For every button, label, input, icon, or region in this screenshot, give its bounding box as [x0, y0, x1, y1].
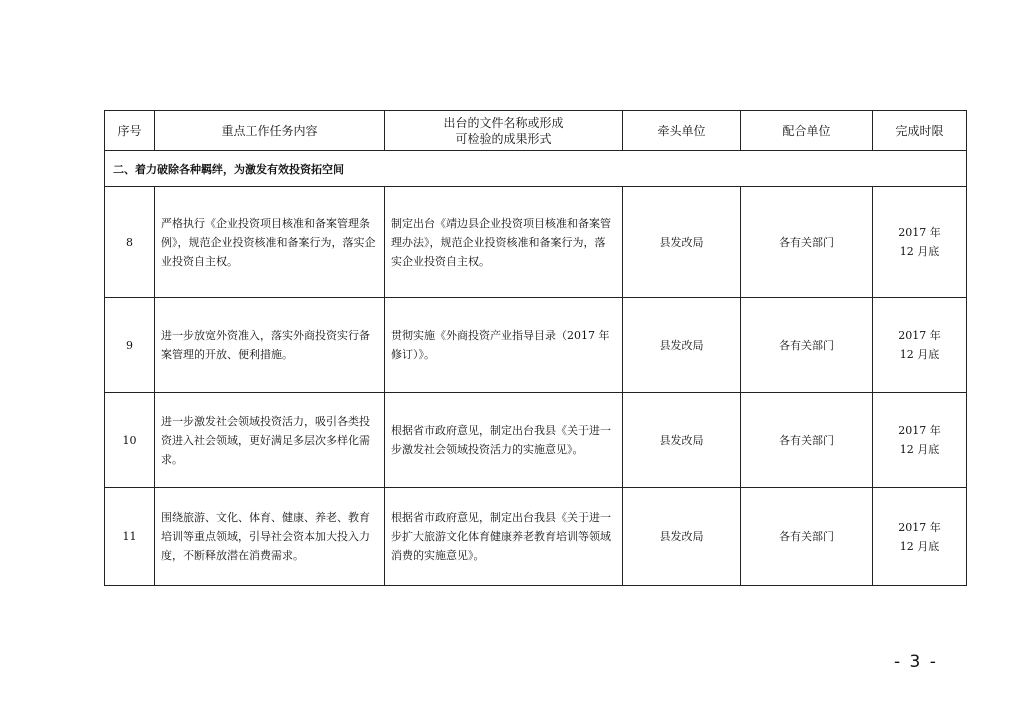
page-number: - 3 -	[894, 652, 938, 672]
cell-cooperating-unit: 各有关部门	[741, 298, 873, 393]
cell-task-content: 围绕旅游、文化、体育、健康、养老、教育培训等重点领域，引导社会资本加大投入力度，不断释放潜在消费需求。	[155, 488, 385, 586]
header-lead-unit: 牵头单位	[623, 111, 741, 151]
cell-deadline	[873, 298, 967, 393]
section-row	[105, 151, 967, 187]
table-row	[105, 488, 967, 586]
cell-document-output: 制定出台《靖边县企业投资项目核准和备案管理办法》，规范企业投资核准和备案行为，落实企业投资自主权。	[385, 187, 623, 298]
cell-task-content: 进一步放宽外资准入，落实外商投资实行备案管理的开放、便利措施。	[155, 298, 385, 393]
cell-lead-unit: 县发改局	[623, 187, 741, 298]
cell-task-content: 进一步激发社会领域投资活力，吸引各类投资进入社会领域，更好满足多层次多样化需求。	[155, 393, 385, 488]
cell-serial-number: 9	[105, 298, 155, 393]
header-cooperating-unit: 配合单位	[741, 111, 873, 151]
cell-task-content: 严格执行《企业投资项目核准和备案管理条例》，规范企业投资核准和备案行为，落实企业投资自主权。	[155, 187, 385, 298]
header-deadline: 完成时限	[873, 111, 967, 151]
cell-cooperating-unit: 各有关部门	[741, 187, 873, 298]
header-document-output-line2: 可检验的成果形式	[455, 131, 552, 146]
cell-deadline	[873, 187, 967, 298]
cell-serial-number: 8	[105, 187, 155, 298]
cell-lead-unit: 县发改局	[623, 488, 741, 586]
deadline-month: 12 月底	[899, 348, 940, 361]
deadline-month: 12 月底	[899, 443, 940, 456]
table-header-row	[105, 111, 967, 151]
header-serial-number: 序号	[105, 111, 155, 151]
header-document-output-line1: 出台的文件名称或形成	[443, 115, 564, 130]
cell-lead-unit: 县发改局	[623, 298, 741, 393]
cell-deadline	[873, 393, 967, 488]
table-row	[105, 393, 967, 488]
deadline-year: 2017 年	[898, 329, 941, 342]
deadline-year: 2017 年	[898, 226, 941, 239]
cell-deadline	[873, 488, 967, 586]
deadline-year: 2017 年	[898, 424, 941, 437]
table-row	[105, 298, 967, 393]
deadline-month: 12 月底	[899, 539, 940, 553]
cell-serial-number: 11	[105, 488, 155, 586]
deadline-month: 12 月底	[899, 245, 940, 258]
section-title: 二、着力破除各种羁绊，为激发有效投资拓空间	[105, 151, 967, 187]
cell-lead-unit: 县发改局	[623, 393, 741, 488]
deadline-year: 2017 年	[898, 520, 941, 534]
cell-cooperating-unit: 各有关部门	[741, 488, 873, 586]
header-task-content: 重点工作任务内容	[155, 111, 385, 151]
cell-serial-number: 10	[105, 393, 155, 488]
cell-document-output: 贯彻实施《外商投资产业指导目录（2017 年修订）》。	[385, 298, 623, 393]
header-document-output	[385, 111, 623, 151]
task-table	[104, 110, 967, 586]
cell-cooperating-unit: 各有关部门	[741, 393, 873, 488]
table-row	[105, 187, 967, 298]
cell-document-output: 根据省市政府意见，制定出台我县《关于进一步扩大旅游文化体育健康养老教育培训等领域消费的实施意见》。	[385, 488, 623, 586]
cell-document-output: 根据省市政府意见，制定出台我县《关于进一步激发社会领域投资活力的实施意见》。	[385, 393, 623, 488]
